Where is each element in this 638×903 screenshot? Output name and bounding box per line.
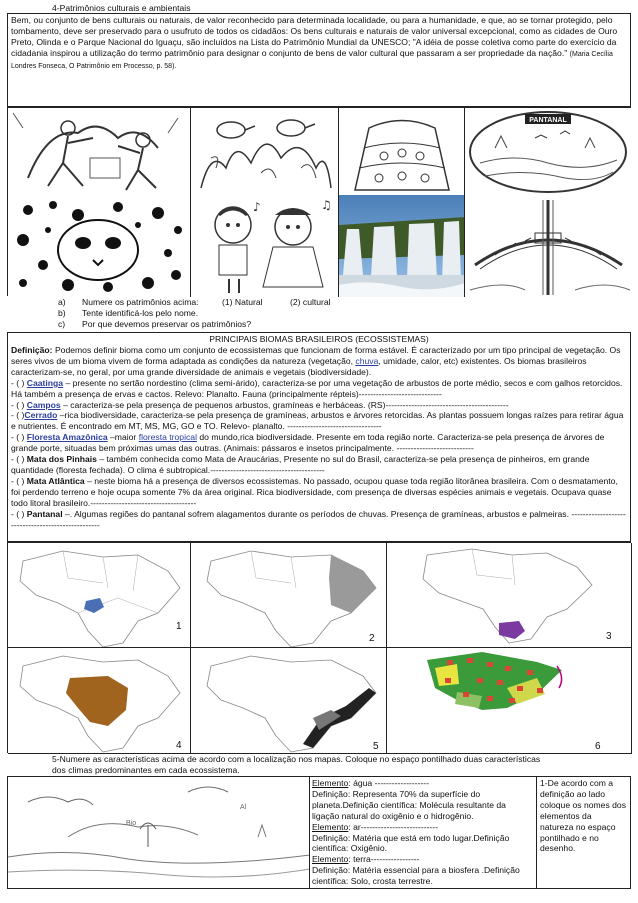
bioma-cerrado: - ( )Cerrado –rica biodiversidade, caracteriza-se pela presença de gramíneas, arbustos e árvores retorcidas. As plantas possuem longas raízes para retirar água e nutrientes. É encontrado em MT, MS, MG, GO e TO. Relevo- planalto. ---------------------------------	[11, 410, 624, 432]
map-number-5: 5	[373, 741, 379, 752]
bioma-campos: - ( ) Campos – caracteriza-se pela presença de pequenos arbustos, gramíneas e herbáceas. (RS)-------------------------------------------	[11, 399, 509, 410]
capoeira-image	[8, 108, 191, 195]
biomas-body	[11, 345, 628, 530]
drawing-label-al: Al	[240, 804, 247, 811]
map-1	[8, 543, 191, 648]
element-ar-definition: Definição: Matéria que está em todo lugar.Definição científica: Oxigênio.	[312, 832, 510, 854]
pantanal-image	[465, 108, 632, 195]
biomas-text-box	[7, 332, 631, 542]
question-b: b) Tente identificá-los pelo nome.	[58, 308, 199, 318]
elements-definitions	[312, 778, 534, 887]
bioma-amazonica: - ( ) Floresta Amazônica –maior floresta tropical do mundo,rica biodiversidade. Presente em toda região norte. Caracteriza-se pela presença de árvores de grande porte, situadas bem próximas umas das outras. (Animais: pássaros e insetos principalmente. ---------------------------	[11, 432, 605, 454]
cerrado-link[interactable]: Cerrado	[24, 410, 58, 421]
landscape-drawing	[8, 777, 310, 888]
campos-link[interactable]: Campos	[26, 399, 61, 410]
chuva-link[interactable]: chuva	[355, 355, 379, 366]
biome-maps-grid	[7, 542, 631, 753]
section-title-patrimonios: 4-Patrimônios culturais e ambientais	[52, 3, 191, 13]
map-3	[387, 543, 632, 648]
svg-text:♪: ♪	[253, 200, 261, 214]
floresta-amazonica-link[interactable]: Floresta Amazônica	[26, 432, 108, 443]
biomas-title: PRINCIPAIS BIOMAS BRASILEIROS (ECOSSISTEMAS)	[209, 334, 429, 344]
element-terra-definition: Definição: Matéria essencial para a biosfera .Definição científica: Solo, crosta terrestre.	[312, 865, 520, 887]
map-4	[8, 648, 191, 754]
element-ar: Elemento: ar---------------------------	[312, 821, 438, 832]
map-number-3: 3	[606, 631, 612, 642]
question-5-line-2: dos climas predominantes em cada ecossistema.	[52, 765, 240, 775]
element-agua: Elemento: água -------------------	[312, 778, 429, 788]
definition-paragraph: Definição: Podemos definir bioma como um conjunto de ecossistemas que funcionam de forma estável. É caracterizado por um tipo principal de vegetação. Os seres vivos de um bioma vivem de forma adaptada as condições da natureza (vegetação, chuva, umidade, calor, etc) existentes. Os biomas brasileiros caracterizam-se, no geral, por uma grande diversidade de animais e vegetais (biodiversidade).	[11, 345, 621, 377]
element-agua-definition: Definição: Representa 70% da superfície do planeta.Definição científica: Molécula resultante da ligação natural do oxigênio e o hidrogênio.	[312, 788, 506, 821]
baiana-dress-image	[339, 108, 465, 195]
patrimonio-paragraph: Bem, ou conjunto de bens culturais ou naturais, de valor reconhecido para determinada localidade, ou para a humanidade, e que, ao se tornar protegido, pelo tombamento, deve ser preservado para o usufruto de todos os cidadãos: Os bens culturais e naturais de valor universal excepcional, como as cidades de Ouro Preto, Olinda e o Parque Nacional do Iguaçu, são incluídos na Lista do Patrimônio Mundial da UNESCO; "A idéia de posse coletiva como parte do exercício da cidadania inspirou a utilização do termo patrimônio para designar o conjunto de bens de valor cultural que passaram a ser propriedade da nação." (Maria Cecília Londres Fonseca, O Patrimônio em Processo, p. 58).	[11, 15, 618, 70]
children-cartoon-image	[191, 195, 339, 297]
map-number-1: 1	[176, 621, 182, 632]
elements-box	[7, 776, 631, 889]
question-c: c) Por que devemos preservar os patrimônios?	[58, 319, 252, 329]
map-2	[191, 543, 387, 648]
bioma-pantanal: - ( ) Pantanal –. Algumas regiões do pantanal sofrem alagamentos durante os períodos de chuvas. Presença de gramíneas, arbustos e palmeiras. --------------------------------------------------	[11, 508, 626, 530]
bioma-caatinga: - ( ) Caatinga – presente no sertão nordestino (clima semi-árido), caracteriza-se por uma vegetação de arbustos de porte médio, secos e com galhos retorcidos. Há também a presença de ervas e cactos. Relevo: Planalto. Fauna (principalmente répteis)-----------------------------	[11, 377, 623, 399]
map-number-2: 2	[369, 633, 375, 644]
bioma-pinhais: - ( ) Mata dos Pinhais – também conhecida como Mata de Araucárias, Presente no sul do Brasil, caracteriza-se pela presença de pinheiros, em grande quantidade (floresta fechada). O clima é subtropical.----------------------------------------	[11, 454, 590, 475]
instruction-text: 1-De acordo com a definição ao lado coloque os nomes dos elementos da natureza no espaço pontilhado e no desenho.	[536, 777, 630, 888]
patrimonio-text-box	[7, 13, 631, 107]
map-5	[191, 648, 387, 754]
brasilia-aerial-image	[465, 195, 632, 297]
picture-row-1	[8, 108, 630, 195]
question-a: a) Numere os patrimônios acima: (1) Natural (2) cultural	[58, 297, 331, 307]
jaguar-image	[8, 195, 191, 297]
birds-plants-image	[191, 108, 339, 195]
pantanal-label: PANTANAL	[529, 117, 567, 124]
iguacu-falls-photo	[339, 195, 465, 297]
map-6	[387, 648, 632, 754]
svg-text:♫: ♫	[321, 198, 332, 212]
element-terra: Elemento: terra-----------------	[312, 854, 420, 865]
bioma-atlantica: - ( ) Mata Atlântica – neste bioma há a presença de diversos ecossistemas. No passado, ocupou quase toda região litorânea brasileira. Com o desmatamento, foi perdendo terreno e hoje ocupa somente 7% da área original. Rica biodiversidade, com presença de diversas espécies animais e vegetais. Ocupava quase todo litoral brasileiro.-------------------------------------	[11, 475, 618, 508]
caatinga-link[interactable]: Caatinga	[26, 377, 64, 388]
question-5-line-1: 5-Numere as características acima de acordo com a localização nos mapas. Coloque no espaço pontilhado duas características	[52, 754, 541, 764]
floresta-tropical-link[interactable]: floresta tropical	[138, 432, 197, 443]
picture-row-2	[8, 195, 630, 297]
map-number-6: 6	[595, 741, 601, 752]
drawing-label-bio: Bio	[126, 820, 137, 827]
patrimonio-picture-grid	[7, 107, 631, 296]
map-number-4: 4	[176, 740, 182, 751]
question-list	[58, 297, 418, 330]
citation: (Maria Cecília Londres Fonseca, O Patrimônio em Processo, p. 58).	[11, 50, 613, 70]
